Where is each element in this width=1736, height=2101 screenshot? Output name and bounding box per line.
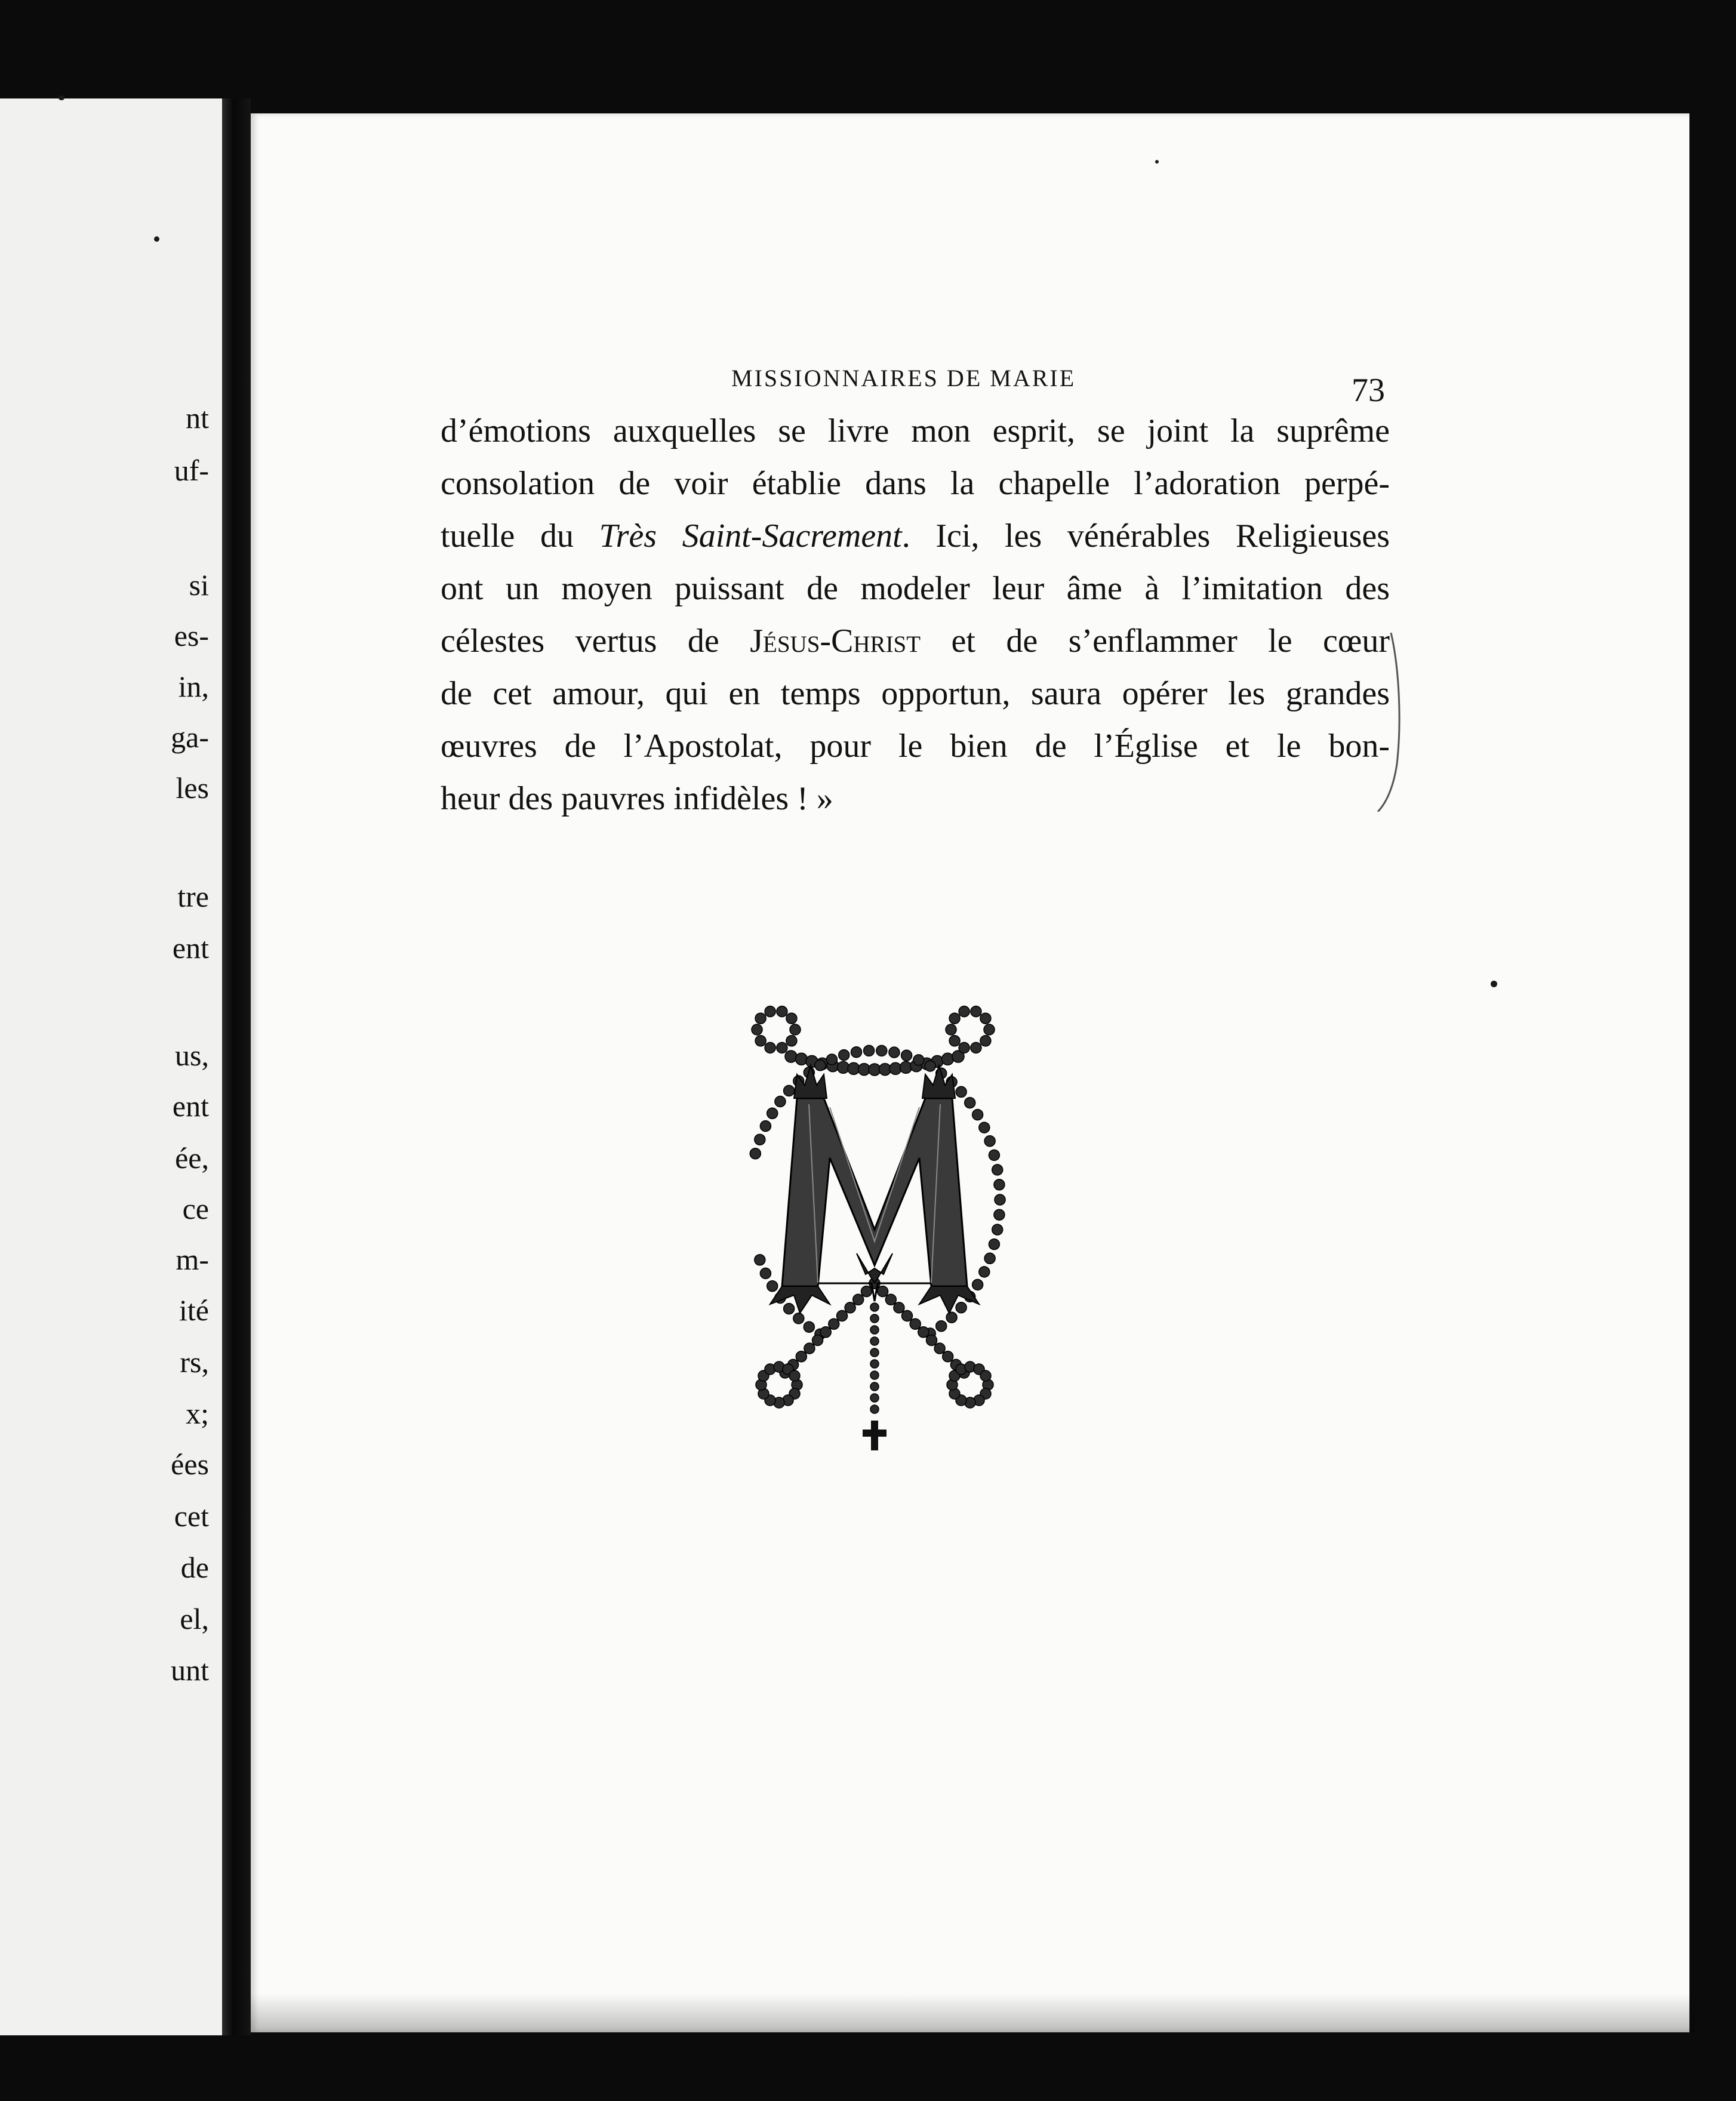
rosary-bead <box>870 1382 879 1391</box>
left-fragment: ent <box>172 931 209 965</box>
left-fragment: ce <box>182 1192 209 1225</box>
rosary-bead <box>934 1343 945 1354</box>
rosary-bead <box>910 1318 921 1329</box>
rosary-bead <box>918 1327 929 1338</box>
left-fragment: les <box>176 771 209 805</box>
monogram-m-letter <box>770 1065 979 1313</box>
page-number: 73 <box>1352 372 1385 409</box>
left-fragment: rs, <box>180 1345 209 1379</box>
text-line: ont un moyen puissant de modeler leur âme à l’imitation des <box>441 570 1390 607</box>
rosary-bead <box>765 1006 775 1017</box>
text-line: consolation de voir établie dans la chapelle l’adoration perpé- <box>441 465 1390 502</box>
rosary-bead <box>755 1013 766 1024</box>
rosary-bead <box>853 1294 864 1305</box>
text-line: de cet amour, qui en temps opportun, saura opérer les grandes <box>441 675 1390 712</box>
right-page-edge <box>1689 113 1736 2032</box>
left-fragment: tre <box>177 880 209 913</box>
rosary-bead <box>837 1311 848 1321</box>
rosary-bead <box>959 1042 969 1053</box>
rosary-bead <box>994 1179 1005 1190</box>
rosary-bead <box>989 1150 999 1160</box>
rosary-bead <box>878 1286 888 1297</box>
rosary-bead <box>971 1006 981 1017</box>
rosary-bead <box>965 1098 975 1108</box>
rosary-bead <box>925 1061 935 1071</box>
rosary-bead <box>815 1060 826 1071</box>
rosary-bead <box>777 1042 787 1053</box>
rosary-bead <box>943 1351 953 1362</box>
rosary-bead <box>864 1045 875 1056</box>
rosary-bead <box>812 1335 823 1346</box>
rosary-bead <box>901 1050 912 1061</box>
rosary-bead <box>767 1108 778 1119</box>
rosary-bead <box>980 1013 991 1024</box>
text-line: heur des pauvres infidèles ! » <box>441 780 833 817</box>
rosary-bead <box>959 1006 969 1017</box>
left-fragment: de <box>180 1551 209 1584</box>
rosary-bead <box>979 1122 990 1133</box>
rosary-bead <box>820 1327 831 1338</box>
left-fragment: el, <box>180 1602 209 1635</box>
left-fragment: in, <box>178 670 209 703</box>
rosary-bead <box>927 1335 937 1346</box>
rosary-bead <box>861 1286 872 1297</box>
rosary-bead <box>786 1013 797 1024</box>
rosary-bead <box>870 1326 879 1334</box>
book-gutter <box>222 98 251 2035</box>
rosary-bead <box>989 1239 999 1250</box>
rosary-bead <box>767 1281 778 1292</box>
rosary-bead <box>775 1096 786 1107</box>
scan-speck <box>1155 160 1159 164</box>
rosary-bead <box>876 1045 887 1056</box>
text-line <box>441 615 1390 667</box>
rosary-bead <box>900 1061 912 1073</box>
rosary-bead <box>755 1134 765 1145</box>
rosary-bead <box>984 1253 995 1264</box>
rosary-bead <box>979 1267 990 1277</box>
left-fragment: x; <box>186 1397 209 1430</box>
left-fragment: nt <box>186 401 209 435</box>
marian-monogram-rosary-icon <box>734 1003 1015 1462</box>
left-page <box>0 98 222 2035</box>
rosary-cross-icon <box>863 1421 887 1450</box>
text-line: œuvres de l’Apostolat, pour le bien de l’Église et le bon- <box>441 728 1390 765</box>
rosary-bead <box>829 1318 839 1329</box>
rosary-bead <box>984 1024 995 1035</box>
left-fragment: us, <box>175 1039 209 1072</box>
rosary-bead <box>885 1294 896 1305</box>
left-fragment: ée, <box>175 1141 209 1175</box>
rosary-bead <box>786 1036 797 1046</box>
rosary-bead <box>870 1394 879 1402</box>
rosary-bead <box>972 1110 983 1120</box>
rosary-bead <box>936 1321 947 1332</box>
rosary-bead <box>785 1050 797 1062</box>
rosary-bead <box>760 1121 771 1132</box>
rosary-bead <box>946 1312 957 1323</box>
scan-speck <box>1491 981 1497 987</box>
text-run: et de s’enflammer le cœur <box>921 623 1390 660</box>
left-fragment: uf- <box>174 454 209 487</box>
rosary-bead <box>946 1024 956 1035</box>
left-page-text-edge <box>0 98 222 2035</box>
body-text <box>441 405 1390 825</box>
rosary-bead <box>995 1194 1005 1205</box>
rosary-bead <box>870 1405 879 1413</box>
rosary-bead <box>972 1279 983 1290</box>
small-caps-name: Jésus-Christ <box>750 623 921 660</box>
text-line <box>441 510 1390 562</box>
left-fragment: ga- <box>171 720 209 754</box>
rosary-bead <box>889 1047 900 1058</box>
rosary-bead <box>994 1209 1005 1220</box>
rosary-bead <box>760 1268 771 1279</box>
rosary-bead <box>777 1006 787 1017</box>
rosary-bead <box>845 1302 855 1313</box>
rosary-bead <box>851 1047 862 1058</box>
rosary-bead <box>765 1042 775 1053</box>
left-fragment: ent <box>172 1089 209 1123</box>
rosary-bead <box>894 1302 904 1313</box>
rosary-bead <box>949 1013 960 1024</box>
rosary-bead <box>971 1042 981 1053</box>
rosary-bead <box>750 1148 761 1159</box>
running-head: MISSIONNAIRES DE MARIE <box>731 365 1076 392</box>
rosary-bead <box>796 1351 807 1362</box>
left-fragment: ées <box>171 1447 209 1481</box>
left-fragment: ité <box>179 1293 209 1327</box>
rosary-bead <box>784 1304 795 1314</box>
rosary-bead <box>984 1136 995 1147</box>
rosary-bead <box>980 1370 991 1381</box>
rosary-bead <box>870 1371 879 1379</box>
text-run: . Ici, les vénérables Religieuses <box>901 517 1390 554</box>
rosary-bead <box>804 1343 815 1354</box>
rosary-bead <box>992 1165 1003 1175</box>
italic-title: Très Saint-Sacrement <box>599 517 902 554</box>
rosary-bead <box>913 1055 924 1065</box>
rosary-bead <box>804 1321 814 1332</box>
rosary-bead <box>790 1024 801 1035</box>
rosary-bead <box>992 1224 1003 1235</box>
rosary-bead <box>755 1255 765 1265</box>
rosary-bead <box>839 1050 849 1061</box>
rosary-bead <box>826 1054 837 1065</box>
rosary-bead <box>796 1053 808 1065</box>
pencil-margin-bracket-icon <box>1373 633 1409 812</box>
rosary-bead <box>956 1302 967 1313</box>
rosary-bead <box>949 1036 960 1046</box>
rosary-bead <box>870 1348 879 1357</box>
rosary-bead <box>870 1360 879 1368</box>
left-fragment: m- <box>176 1243 209 1276</box>
rosary-bead <box>784 1085 795 1096</box>
rosary-bead <box>870 1337 879 1345</box>
left-fragment: es- <box>174 619 209 652</box>
rosary-bead <box>870 1314 879 1323</box>
rosary-bead <box>752 1024 762 1035</box>
text-line: d’émotions auxquelles se livre mon esprit, se joint la suprême <box>441 412 1390 449</box>
left-fragment: cet <box>174 1499 209 1533</box>
rosary-bead <box>956 1086 967 1097</box>
left-fragment: unt <box>171 1653 209 1687</box>
page-bottom-shadow <box>251 1994 1695 2032</box>
rosary-bead <box>793 1313 804 1324</box>
rosary-bead <box>870 1303 879 1311</box>
scan-speck <box>59 96 64 100</box>
rosary-bead <box>902 1311 913 1321</box>
rosary-bead <box>789 1370 800 1381</box>
rosary-bead <box>980 1036 991 1046</box>
left-fragment: si <box>189 568 209 602</box>
scan-speck <box>154 236 159 242</box>
rosary-bead <box>942 1053 954 1065</box>
rosary-bead <box>755 1036 766 1046</box>
text-run: célestes vertus de <box>441 623 750 660</box>
text-run: tuelle du <box>441 517 599 554</box>
